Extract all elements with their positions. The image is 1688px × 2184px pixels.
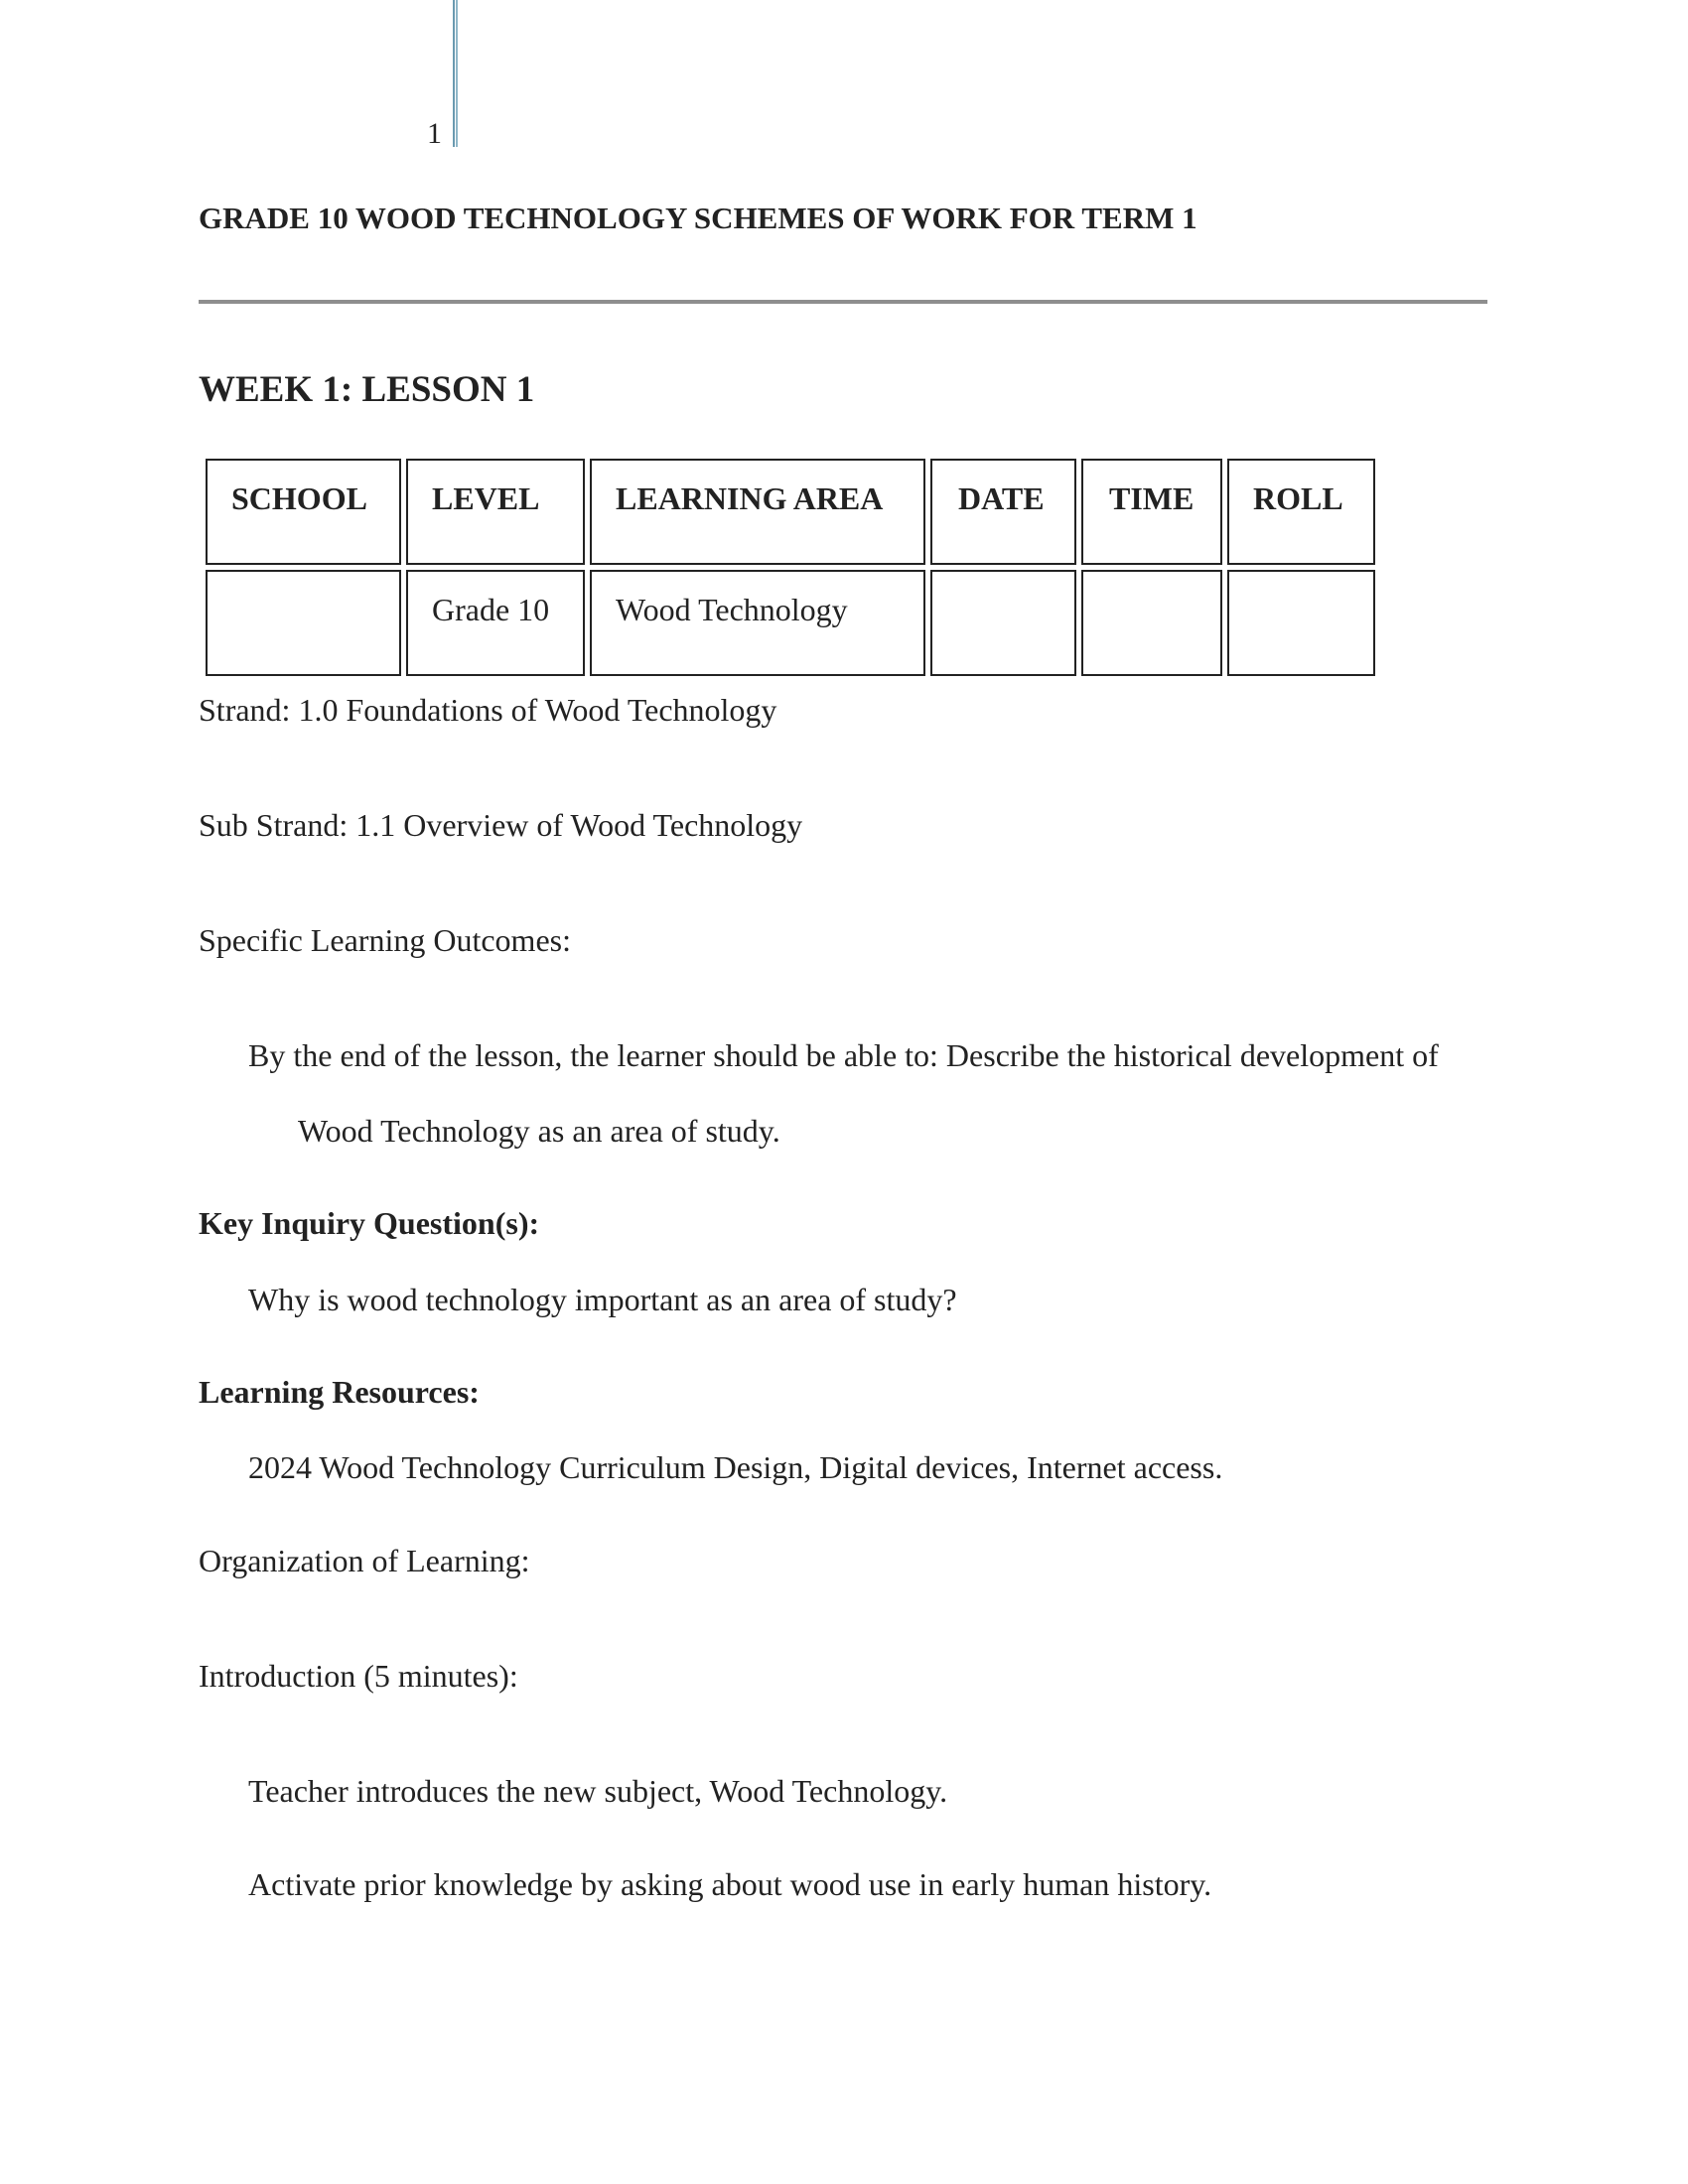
strand-text: Strand: 1.0 Foundations of Wood Technology xyxy=(199,692,777,728)
header-cell-time: TIME xyxy=(1081,459,1222,565)
key-inquiry-question: Why is wood technology important as an area of study? xyxy=(248,1282,957,1317)
cell-roll xyxy=(1227,570,1375,676)
lesson-info-table xyxy=(201,454,1380,681)
cell-learning-area: Wood Technology xyxy=(590,570,925,676)
outcome-text-line-2: Wood Technology as an area of study. xyxy=(298,1113,780,1149)
learning-resources-text: 2024 Wood Technology Curriculum Design, Digital devices, Internet access. xyxy=(248,1449,1223,1485)
cell-school xyxy=(206,570,401,676)
cell-level: Grade 10 xyxy=(406,570,585,676)
header-cell-school: SCHOOL xyxy=(206,459,401,565)
list-item: Teacher introduces the new subject, Wood Technology. xyxy=(248,1773,948,1809)
week-heading: WEEK 1: LESSON 1 xyxy=(199,369,535,410)
list-item: Activate prior knowledge by asking about wood use in early human history. xyxy=(248,1866,1212,1902)
cell-date xyxy=(930,570,1076,676)
table-header-row xyxy=(206,459,1375,565)
title-divider xyxy=(199,300,1487,304)
page-number: 1 xyxy=(427,117,442,150)
key-inquiry-label: Key Inquiry Question(s): xyxy=(199,1205,540,1241)
cell-time xyxy=(1081,570,1222,676)
sub-strand-text: Sub Strand: 1.1 Overview of Wood Technology xyxy=(199,807,803,843)
organization-label: Organization of Learning: xyxy=(199,1543,530,1578)
header-cell-roll: ROLL xyxy=(1227,459,1375,565)
specific-outcomes-label: Specific Learning Outcomes: xyxy=(199,922,571,958)
header-cell-level: LEVEL xyxy=(406,459,585,565)
introduction-label: Introduction (5 minutes): xyxy=(199,1658,518,1694)
header-decorative-bar xyxy=(453,0,458,147)
outcome-text-line-1: By the end of the lesson, the learner should be able to: Describe the historical development of xyxy=(248,1037,1439,1073)
header-cell-date: DATE xyxy=(930,459,1076,565)
learning-resources-label: Learning Resources: xyxy=(199,1374,480,1410)
header-cell-learning-area: LEARNING AREA xyxy=(590,459,925,565)
document-title: GRADE 10 WOOD TECHNOLOGY SCHEMES OF WORK FOR TERM 1 xyxy=(199,201,1197,235)
table-row xyxy=(206,570,1375,676)
